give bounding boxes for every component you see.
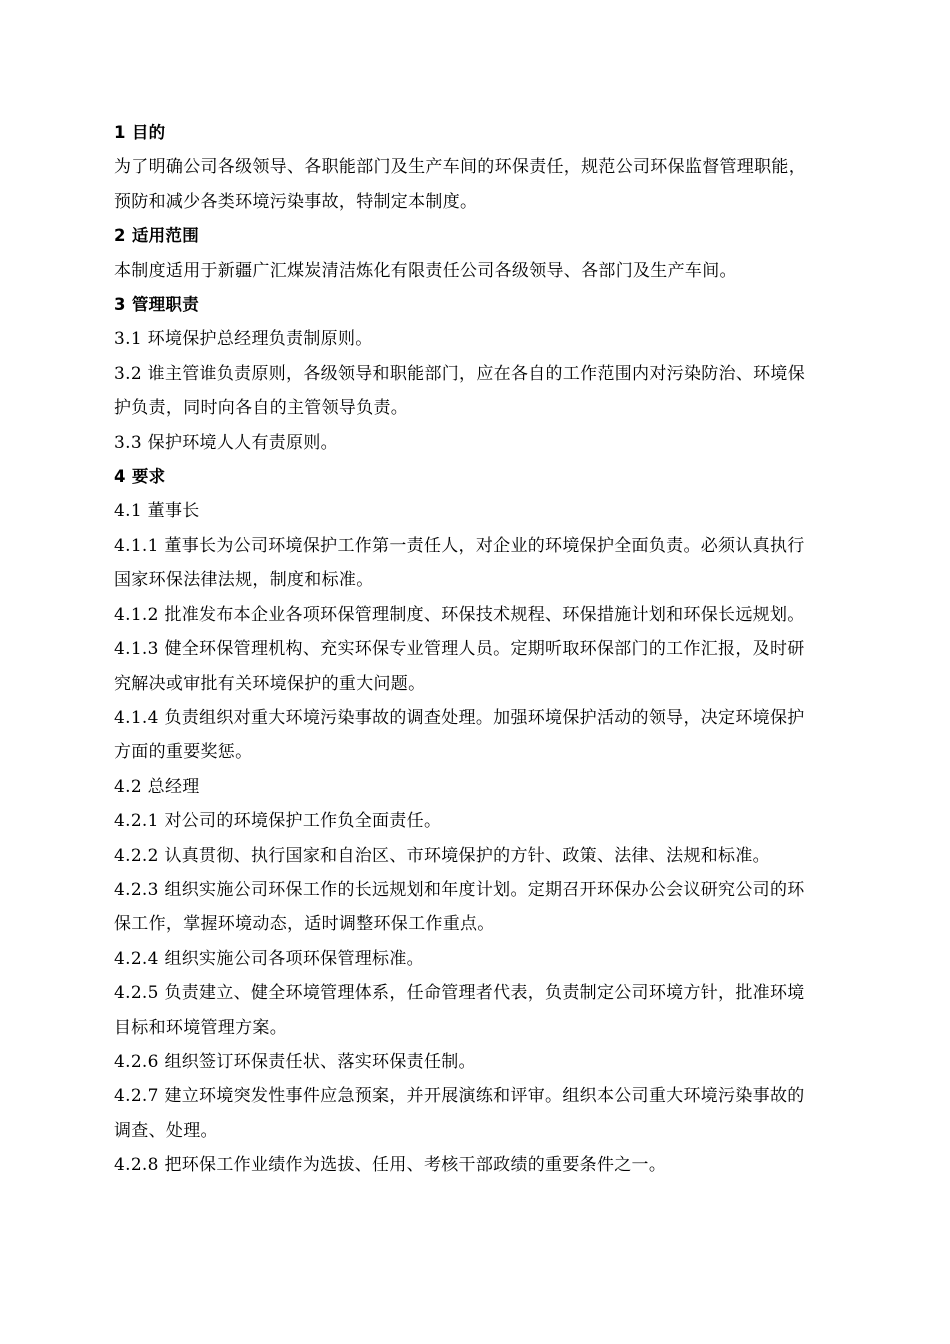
paragraph-line: 4.2.3 组织实施公司环保工作的长远规划和年度计划。定期召开环保办公会议研究公司的环	[114, 879, 805, 900]
paragraph-line: 4.1.2 批准发布本企业各项环保管理制度、环保技术规程、环保措施计划和环保长远规划。	[114, 604, 805, 625]
paragraph-line: 预防和减少各类环境污染事故，特制定本制度。	[114, 191, 478, 212]
paragraph-line: 究解决或审批有关环境保护的重大问题。	[114, 673, 426, 694]
paragraph-line: 调查、处理。	[114, 1120, 218, 1141]
paragraph-line: 4.2.7 建立环境突发性事件应急预案，并开展演练和评审。组织本公司重大环境污染事故的	[114, 1086, 805, 1107]
section-heading: 4 要求	[114, 467, 166, 487]
paragraph-line: 3.1 环境保护总经理负责制原则。	[114, 329, 373, 350]
paragraph-line: 4.1.1 董事长为公司环境保护工作第一责任人，对企业的环境保护全面负责。必须认真执行	[114, 535, 805, 556]
section-heading: 2 适用范围	[114, 226, 200, 246]
paragraph-line: 4.1.4 负责组织对重大环境污染事故的调查处理。加强环境保护活动的领导，决定环境保护	[114, 707, 805, 728]
paragraph-line: 4.1.3 健全环保管理机构、充实环保专业管理人员。定期听取环保部门的工作汇报，及时研	[114, 639, 805, 660]
paragraph-line: 4.1 董事长	[114, 501, 200, 522]
paragraph-line: 保工作，掌握环境动态，适时调整环保工作重点。	[114, 914, 495, 935]
paragraph-line: 为了明确公司各级领导、各职能部门及生产车间的环保责任，规范公司环保监督管理职能，	[114, 157, 806, 178]
paragraph-line: 4.2.1 对公司的环境保护工作负全面责任。	[114, 811, 442, 832]
paragraph-line: 4.2.5 负责建立、健全环境管理体系，任命管理者代表，负责制定公司环境方针，批准环境	[114, 983, 805, 1004]
section-heading: 3 管理职责	[114, 295, 200, 315]
paragraph-line: 3.2 谁主管谁负责原则，各级领导和职能部门，应在各自的工作范围内对污染防治、环境保	[114, 363, 806, 384]
paragraph-line: 目标和环境管理方案。	[114, 1017, 287, 1038]
paragraph-line: 4.2.6 组织签订环保责任状、落实环保责任制。	[114, 1051, 476, 1072]
section-heading: 1 目的	[114, 123, 166, 142]
paragraph-line: 4.2.8 把环保工作业绩作为选拔、任用、考核干部政绩的重要条件之一。	[114, 1155, 667, 1176]
paragraph-line: 护负责，同时向各自的主管领导负责。	[114, 398, 409, 419]
paragraph-line: 本制度适用于新疆广汇煤炭清洁炼化有限责任公司各级领导、各部门及生产车间。	[114, 260, 737, 281]
paragraph-line: 国家环保法律法规，制度和标准。	[114, 570, 374, 591]
paragraph-line: 4.2 总经理	[114, 776, 200, 797]
document-body	[114, 116, 880, 1183]
paragraph-line: 3.3 保护环境人人有责原则。	[114, 432, 338, 453]
paragraph-line: 4.2.2 认真贯彻、执行国家和自治区、市环境保护的方针、政策、法律、法规和标准。	[114, 845, 770, 866]
paragraph-line: 4.2.4 组织实施公司各项环保管理标准。	[114, 948, 424, 969]
paragraph-line: 方面的重要奖惩。	[114, 742, 253, 763]
